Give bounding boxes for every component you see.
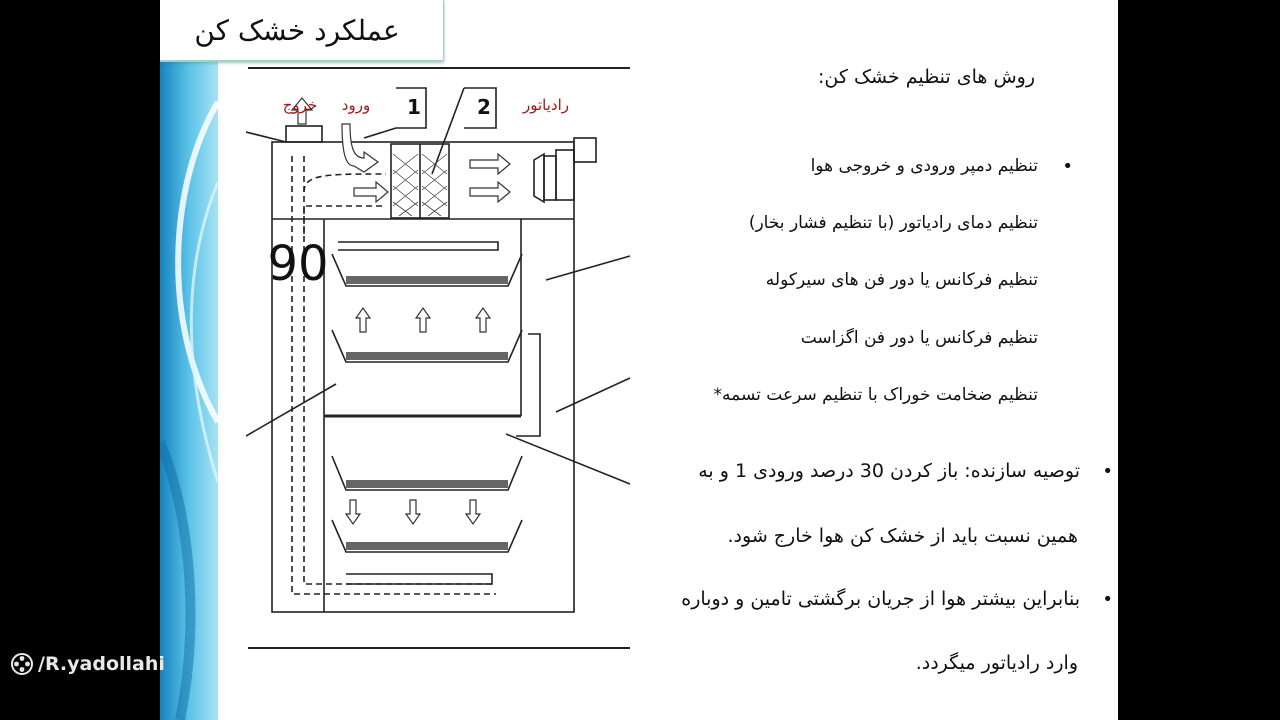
slide-title: عملکرد خشک کن (194, 13, 400, 47)
bullet-dot: • (1102, 589, 1113, 610)
method-item: تنظیم دمپر ورودی و خروجی هوا (810, 156, 1038, 176)
method-item: تنظیم ضخامت خوراک با تنظیم سرعت تسمه* (713, 385, 1038, 405)
slide (160, 0, 1118, 720)
recommendation-line-2: همین نسبت باید از خشک کن هوا خارج شود. (727, 525, 1078, 547)
watermark-text: /R.yadollahi (38, 653, 165, 675)
watermark (10, 652, 165, 676)
conclusion-line-1: بنابراین بیشتر هوا از جریان برگشتی تامین و دوباره (681, 588, 1080, 610)
decorative-ribbon (160, 62, 218, 720)
label-box-2: 2 (477, 95, 491, 119)
bullet-dot: • (1062, 156, 1073, 177)
film-reel-icon (10, 652, 34, 676)
label-exit: خروج (282, 96, 318, 114)
label-inlet: ورود (341, 96, 371, 114)
text-content (610, 0, 1118, 720)
dryer-diagram (246, 64, 636, 660)
recommendation-line-1: توصیه سازنده: باز کردن 30 درصد ورودی 1 و به (698, 460, 1080, 482)
method-item: تنظیم دمای رادیاتور (با تنظیم فشار بخار) (748, 213, 1038, 233)
bullet-dot: • (1102, 461, 1113, 482)
method-item: تنظیم فرکانس یا دور فن اگزاست (800, 328, 1038, 348)
slide-title-box (160, 0, 444, 61)
label-box-1: 1 (407, 95, 421, 119)
label-radiator: رادیاتور (522, 96, 570, 114)
conclusion-line-2: وارد رادیاتور میگردد. (915, 652, 1078, 674)
method-item: تنظیم فرکانس یا دور فن های سیرکوله (765, 270, 1038, 290)
big-number-90: 90 (267, 236, 329, 292)
methods-heading: روش های تنظیم خشک کن: (818, 66, 1035, 88)
